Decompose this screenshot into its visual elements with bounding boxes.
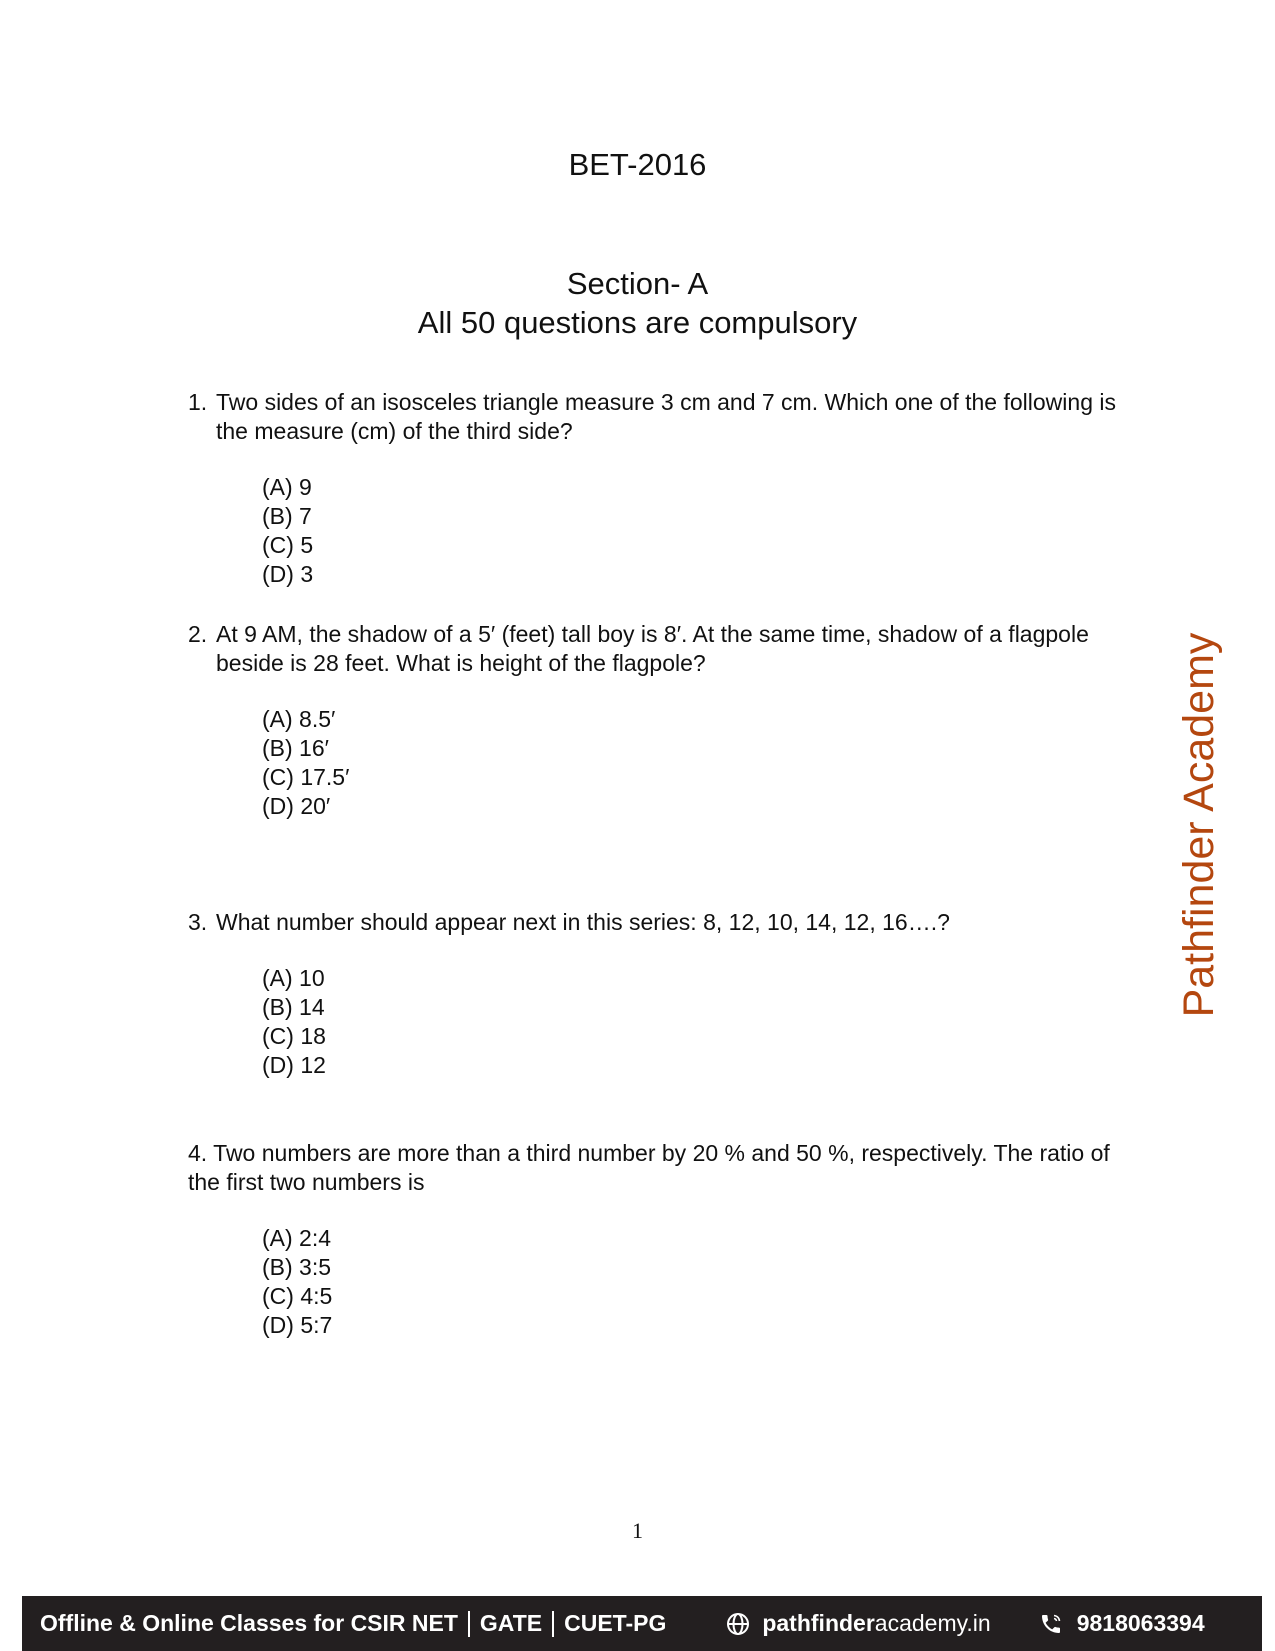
- section-instruction: All 50 questions are compulsory: [417, 305, 858, 340]
- footer-phone[interactable]: [1039, 1610, 1205, 1637]
- question-number: 4.: [188, 1140, 208, 1166]
- question-2: [188, 620, 1128, 821]
- option-list: [262, 1224, 1128, 1340]
- footer-course-csir: Offline & Online Classes for CSIR NET: [40, 1610, 458, 1636]
- option-list: [262, 964, 1128, 1080]
- footer-courses: [40, 1610, 666, 1637]
- option-d: (D) 5:7: [262, 1312, 333, 1338]
- option-a: (A) 2:4: [262, 1225, 332, 1251]
- option-b: (B) 7: [262, 503, 312, 529]
- question-stem: [188, 1139, 1128, 1197]
- page-number: 1: [632, 1518, 643, 1543]
- option-d: (D) 20′: [262, 793, 331, 819]
- question-1: [188, 388, 1128, 589]
- question-3: [188, 908, 1128, 1080]
- website-name-bold: pathfinder: [762, 1610, 875, 1636]
- question-text: Two sides of an isosceles triangle measure 3 cm and 7 cm. Which one of the following is the measure (cm) of the third side?: [216, 389, 1116, 444]
- footer-course-cuet: CUET-PG: [564, 1610, 667, 1636]
- option-c: (C) 17.5′: [262, 764, 350, 790]
- footer-divider: [468, 1611, 470, 1637]
- exam-title: BET-2016: [568, 147, 707, 182]
- question-text: Two numbers are more than a third number by 20 % and 50 %, respectively. The ratio of the first two numbers is: [188, 1140, 1110, 1195]
- option-c: (C) 5: [262, 532, 314, 558]
- phone-number: 9818063394: [1076, 1610, 1205, 1636]
- option-a: (A) 9: [262, 474, 312, 500]
- question-text: At 9 AM, the shadow of a 5′ (feet) tall boy is 8′. At the same time, shadow of a flagpole beside is 28 feet. What is height of the flagpole?: [216, 621, 1089, 676]
- question-text: What number should appear next in this series: 8, 12, 10, 14, 12, 16….?: [216, 909, 950, 935]
- website-name-rest: academy.in: [874, 1610, 991, 1636]
- question-number: 2.: [188, 621, 208, 647]
- phone-icon: [1039, 1612, 1063, 1636]
- option-b: (B) 3:5: [262, 1254, 332, 1280]
- globe-icon: [726, 1612, 750, 1636]
- question-4: [188, 1139, 1128, 1340]
- option-a: (A) 10: [262, 965, 325, 991]
- question-number: 3.: [188, 909, 208, 935]
- option-b: (B) 14: [262, 994, 325, 1020]
- watermark: Pathfinder Academy: [1175, 632, 1223, 1018]
- section-header: [0, 264, 1275, 342]
- option-d: (D) 3: [262, 561, 314, 587]
- option-list: [262, 473, 1128, 589]
- option-a: (A) 8.5′: [262, 706, 336, 732]
- footer-banner: [22, 1596, 1262, 1651]
- option-c: (C) 4:5: [262, 1283, 333, 1309]
- option-d: (D) 12: [262, 1052, 326, 1078]
- footer-divider: [552, 1611, 554, 1637]
- section-label: Section- A: [566, 266, 709, 301]
- option-b: (B) 16′: [262, 735, 329, 761]
- question-stem: [188, 620, 1128, 678]
- question-stem: [188, 388, 1128, 446]
- question-stem: [188, 908, 1128, 937]
- footer-website[interactable]: [726, 1610, 990, 1637]
- option-c: (C) 18: [262, 1023, 326, 1049]
- footer-course-gate: GATE: [479, 1610, 543, 1636]
- question-number: 1.: [188, 389, 208, 415]
- option-list: [262, 705, 1128, 821]
